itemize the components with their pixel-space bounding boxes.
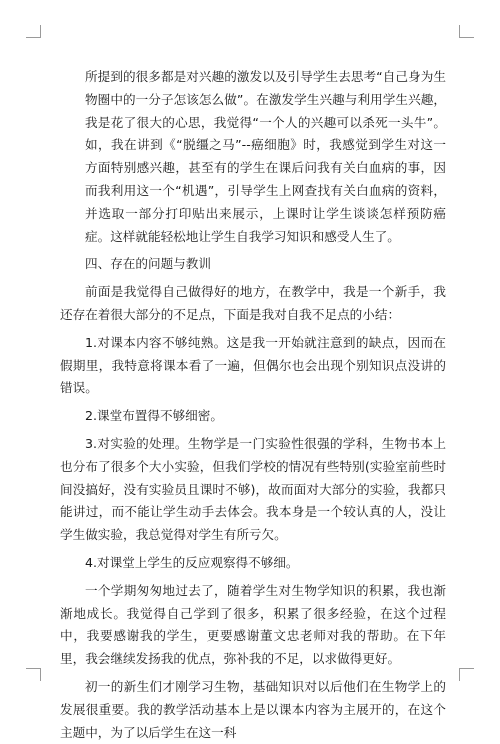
paragraph-freshmen: 初一的新生们才刚学习生物，基础知识对以后他们在生物学上的发展很重要。我的教学活动基本上是以课本内容为主展开的，在这个主题中，为了以后学生在这一科 (60, 678, 446, 740)
corner-mark-top-left-horizontal (26, 37, 40, 38)
list-item-1: 1.对课本内容不够纯熟。这是我一开始就注意到的缺点，因而在假期里，我特意将课本看了一遍，但偶尔也会出现个别知识点没讲的错误。 (60, 334, 446, 396)
list-item-4: 4.对课堂上学生的反应观察得不够细。 (85, 554, 299, 570)
corner-mark-bottom-left-vertical (40, 668, 41, 681)
corner-mark-bottom-right-vertical (459, 668, 460, 681)
corner-mark-bottom-right-horizontal (460, 668, 474, 669)
paragraph-semester-summary: 一个学期匆匆地过去了，随着学生对生物学知识的积累，我也渐渐地成长。我觉得自己学到了很多，积累了很多经验，在这个过程中，我要感谢我的学生，更要感谢董文忠老师对我的帮助。在下年里，我会继续发扬我的优点，弥补我的不足，以求做得更好。 (60, 582, 446, 667)
document-body (60, 66, 446, 744)
section-heading-problems: 四、存在的问题与教训 (85, 256, 211, 272)
corner-mark-bottom-left-horizontal (26, 668, 40, 669)
list-item-3: 3.对实验的处理。生物学是一门实验性很强的学科，生物书本上也分布了很多个大小实验，但我们学校的情况有些特别(实验室前些时间没搞好，没有实验员且课时不够)，故而面对大部分的实验，我都只能讲过，而不能让学生动手去体会。我本身是一个较认真的人，没让学生做实验，我总觉得对学生有所亏欠。 (60, 435, 446, 543)
list-item-2: 2.课堂布置得不够细密。 (85, 408, 223, 424)
corner-mark-top-left-vertical (40, 25, 41, 38)
paragraph-shortcomings-intro: 前面是我觉得自己做得好的地方，在教学中，我是一个新手，我还存在着很大部分的不足点，下面是我对自我不足点的小结： (60, 284, 446, 322)
corner-mark-top-right-vertical (459, 25, 460, 38)
paragraph-interest: 所提到的很多都是对兴趣的激发以及引导学生去思考“自己身为生物圈中的一分子怎该怎么做”。在激发学生兴趣与利用学生兴趣，我是花了很大的心思，我觉得“一个人的兴趣可以杀死一头牛”。如，我在讲到《“脱缰之马”--癌细胞》时，我感觉到学生对这一方面特别感兴趣，甚至有的学生在课后问我有关白血病的事，因而我利用这一个“机遇”，引导学生上网查找有关白血病的资料，并选取一部分打印贴出来展示，上课时让学生谈谈怎样预防癌症。这样就能轻松地让学生自我学习知识和感受人生了。 (85, 69, 446, 244)
corner-mark-top-right-horizontal (460, 37, 474, 38)
